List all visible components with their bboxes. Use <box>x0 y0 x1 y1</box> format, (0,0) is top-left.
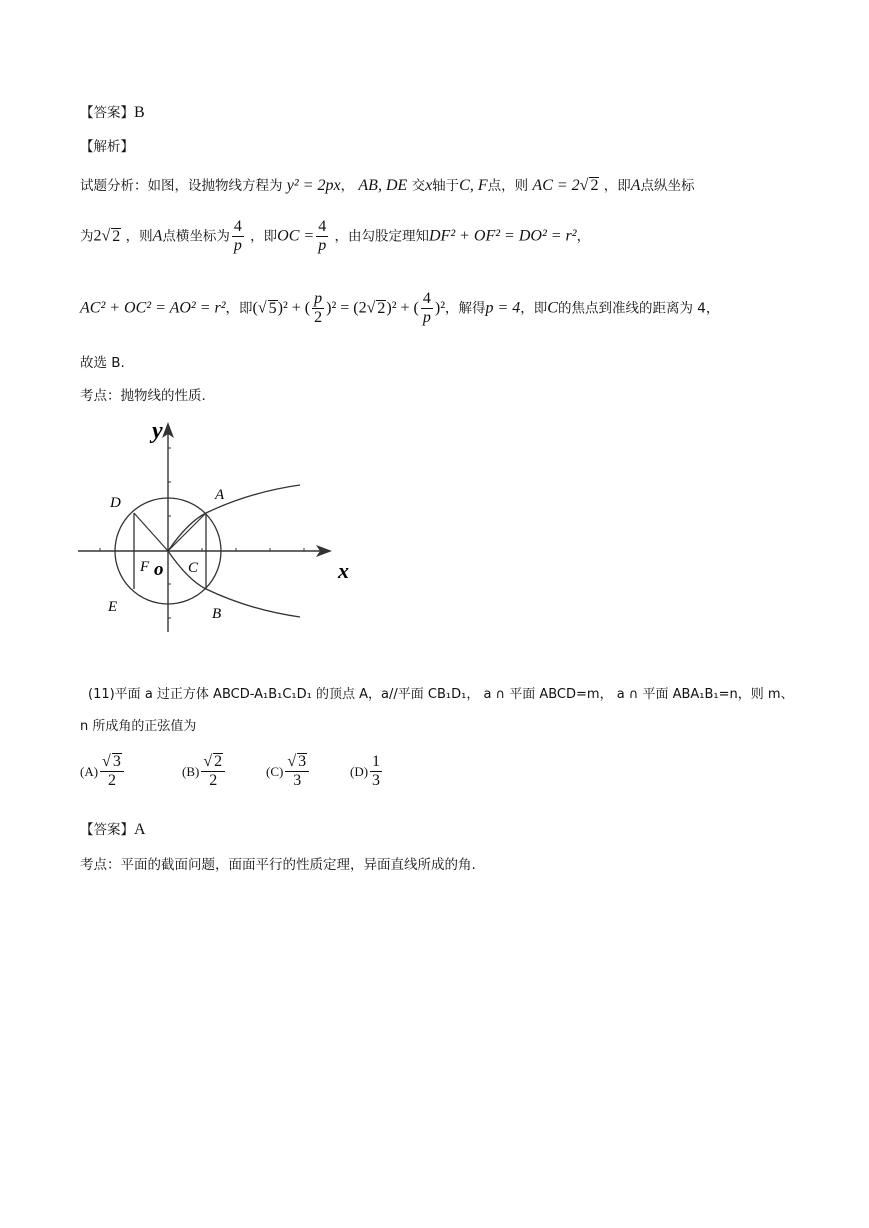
point-f-label: F <box>140 559 150 575</box>
parabola-circle-figure <box>70 412 370 637</box>
choice-a-label: (A) <box>80 763 99 779</box>
choice-d-label: (D) <box>350 763 369 779</box>
y-axis-label: y <box>152 418 163 444</box>
answer-label: 【答案】 <box>80 822 134 838</box>
choice-b-label: (B) <box>182 763 200 779</box>
question-11-line-1: (11)平面 a 过正方体 ABCD-A₁B₁C₁D₁ 的顶点 A，a//平面 CB₁D₁， a ∩ 平面 ABCD=m， a ∩ 平面 ABA₁B₁=n，则 m、 <box>88 687 794 702</box>
knowledge-point-1: 考点：抛物线的性质. <box>80 388 206 404</box>
point-d-label: D <box>110 495 121 511</box>
answer-value: B <box>134 104 145 121</box>
point-a-label: A <box>215 487 225 503</box>
answer-line-2 <box>80 818 146 839</box>
choice-c[interactable]: (C) $\frac{√ 3}{3}$ <box>266 753 350 790</box>
analysis-line-1: 试题分析：如图，设抛物线方程为 y² = 2px， AB, DE 交x轴于C, F点，则 AC = 2√ 2 ，即A点纵坐标 <box>80 177 695 194</box>
knowledge-point-2: 考点：平面的截面问题，面面平行的性质定理，异面直线所成的角. <box>80 857 476 873</box>
choices-row <box>80 753 410 790</box>
point-e-label: E <box>108 599 118 615</box>
x-axis-label: x <box>338 558 349 583</box>
analysis-line-4: 故选 B. <box>80 355 125 371</box>
point-c-label: C <box>188 560 199 576</box>
segment-oa <box>168 513 206 551</box>
analysis-line-2: 为2√ 2 ，则A点横坐标为 $\frac{4}{p}$ ，即OC = $\frac{4}{p}$ ，由勾股定理知DF² + OF² = DO² = r²， <box>80 218 591 254</box>
choice-d[interactable]: (D) $\frac{1}{3}$ <box>350 753 381 789</box>
fraction-4-over-p: $\frac{4}{p}$ <box>233 218 242 254</box>
answer-label: 【答案】 <box>80 105 134 121</box>
analysis-line-3: AC² + OC² = AO² = r²，即(√ 5)² + ( $\frac{p}{2}$ )² = (2√ 2)² + ( $\frac{4}{p}$ )²，解得p = 4，即C的焦点到准线的距离为 4， <box>80 290 720 326</box>
segment-od <box>134 513 168 551</box>
answer-line <box>80 101 145 122</box>
choice-c-label: (C) <box>266 763 284 779</box>
answer-value: A <box>134 821 146 838</box>
choice-b[interactable]: (B) $\frac{√ 2}{2}$ <box>182 753 266 790</box>
parabola-upper <box>168 485 300 551</box>
origin-label: o <box>154 559 164 580</box>
analysis-label: 【解析】 <box>80 139 134 155</box>
question-11-line-2: n 所成角的正弦值为 <box>80 719 197 734</box>
fraction-4-over-p: $\frac{4}{p}$ <box>318 218 327 254</box>
point-b-label: B <box>212 606 222 622</box>
parabola-equation: y² = 2px <box>286 177 341 194</box>
choice-a[interactable]: (A) $\frac{√ 3}{2}$ <box>80 753 182 790</box>
